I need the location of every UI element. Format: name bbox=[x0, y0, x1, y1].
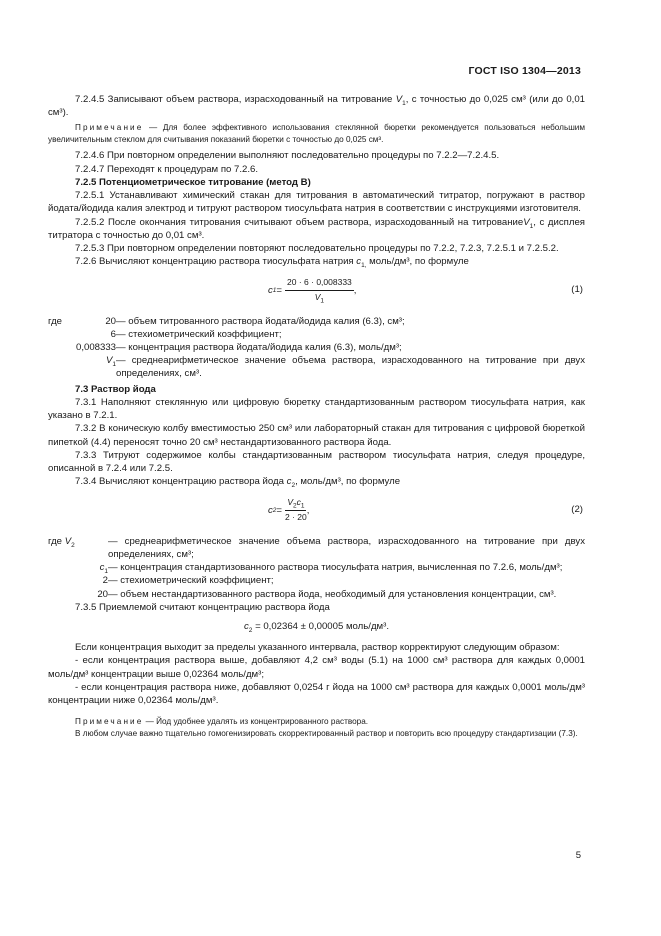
formula-2-number: (2) bbox=[571, 503, 583, 515]
paragraph-7-3-1: 7.3.1 Наполняют стеклянную или цифровую бюретку стандартизованным раствором тиосульфата натрия, как указано в 7.2.1. bbox=[48, 396, 585, 422]
paragraph-7-2-5-1: 7.2.5.1 Устанавливают химический стакан для титрования в автоматический титратор, погружают в раствор йодата/йодида калия электрод и титруют раствором тиосульфата натрия в соответствии с инструкциями изготовителя. bbox=[48, 190, 585, 215]
page-content bbox=[48, 93, 585, 743]
bullet-higher: - если концентрация раствора выше, добавляют 4,2 см³ воды (5.1) на 1000 см³ раствора для каждых 0,0001 моль/дм³ концентрации выше 0,02364 моль/дм³; bbox=[48, 655, 585, 680]
paragraph-7-2-4-5: 7.2.4.5 Записывают объем раствора, израсходованный на титрование $V_1$, с точностью до 0,025 см³ (или до 0,01 см³). bbox=[48, 94, 586, 119]
paragraph-7-3-2: 7.3.2 В коническую колбу вместимостью 250 см³ или лабораторный стакан для титрования с цифровой бюреткой пипеткой (4.4) переносят точно 20 см³ нестандартизованного раствора йода. bbox=[48, 423, 585, 448]
formula-1-number: (1) bbox=[571, 283, 583, 295]
paragraph-7-3-5: 7.3.5 Приемлемой считают концентрацию раствора йода bbox=[75, 601, 330, 613]
formula-1: c 1 = $\frac{20 \cdot 6 \cdot 0,008333}{V_1}$ , (1) bbox=[268, 277, 583, 305]
formula-2-fraction: $\frac{V_2c_1}{2 \cdot 20}$ bbox=[285, 497, 307, 523]
page-number: 5 bbox=[575, 850, 581, 861]
heading-7-2-5: 7.2.5 Потенциометрическое титрование (метод B) bbox=[75, 176, 311, 188]
paragraph-correction: Если концентрация выходит за пределы указанного интервала, раствор корректируют следующим образом: bbox=[75, 642, 560, 654]
paragraph-7-2-5-2: 7.2.5.2 После окончания титрования считывают объем раствора, израсходованный на титрованиеV$_1$, с дисплея титратора с точностью до 0,01 см³. bbox=[48, 216, 585, 241]
paragraph-7-2-4-7: 7.2.4.7 Переходят к процедурам по 7.2.6. bbox=[75, 163, 259, 175]
formula-2: c 2 = $\frac{V_2c_1}{2 \cdot 20}$ , (2) bbox=[268, 497, 583, 523]
formula-1-fraction: $\frac{20 \cdot 6 \cdot 0,008333}{V_1}$ bbox=[287, 277, 352, 305]
note-iodine: Примечание — Йод удобнее удалять из концентрированного раствора. bbox=[75, 717, 369, 727]
paragraph-7-2-5-3: 7.2.5.3 При повторном определении повторяют последовательно процедуры по 7.2.2, 7.2.3, 7.2.5.1 и 7.2.5.2. bbox=[75, 243, 559, 255]
legend-formula-1: где 20 — объем титрованного раствора йодата/йодида калия (6.3), см³; 6 — стехиометрический коэффициент; 0,008333 — концентрация раствора йодата/йодида калия (6.3), моль/дм³; $V_1$ — среднеарифметическое значение объема раствора, израсходованного на титрование при двух определениях, см³. bbox=[48, 315, 585, 380]
paragraph-7-3-4: 7.3.4 Вычисляют концентрацию раствора йода $c_2$, моль/дм³, по формуле bbox=[75, 476, 401, 490]
formula-3: $c_2 = 0,02364 \pm 0,00005$ моль/дм³. bbox=[243, 621, 389, 634]
standard-header: ГОСТ ISO 1304—2013 bbox=[468, 65, 581, 77]
bullet-lower: - если концентрация раствора ниже, добавляют 0,0254 г йода на 1000 см³ раствора для каждых 0,0001 моль/дм³ концентрации ниже 0,02364 моль/дм³. bbox=[48, 681, 585, 707]
paragraph-7-3-3: 7.3.3 Титруют содержимое колбы стандартизованным раствором тиосульфата натрия, следуя процедуре, описанной в 7.2.4 или 7.2.5. bbox=[48, 449, 585, 475]
paragraph-7-2-6: 7.2.6 Вычисляют концентрацию раствора тиосульфата натрия $c_{1,}$ моль/дм³, по формуле bbox=[75, 256, 469, 270]
paragraph-7-2-4-6: 7.2.4.6 При повторном определении выполняют последовательно процедуры по 7.2.2—7.2.4.5. bbox=[75, 150, 500, 162]
note-burette: Примечание — Для более эффективного использования стеклянной бюретки рекомендуется пользоваться небольшим увеличительным стеклом для считывания показаний бюретки с точностью до 0,025 см³. bbox=[48, 123, 585, 144]
legend-formula-2: где $V_2$ — среднеарифметическое значение объема раствора, израсходованного на титрование при двух определениях, см³; $c_1$ — концентрация стандартизованного раствора тиосульфата натрия, вычисленная по 7.2.6, моль/дм³; 2 — стехиометрический коэффициент; 20 — объем нестандартизованного раствора йода, необходимый для установления концентрации, см³. bbox=[48, 535, 585, 600]
note-iodine-line2: В любом случае важно тщательно гомогенизировать скорректированный раствор и повторить всю процедуру стандартизации (7.3). bbox=[75, 728, 578, 738]
heading-7-3: 7.3 Раствор йода bbox=[75, 383, 156, 395]
